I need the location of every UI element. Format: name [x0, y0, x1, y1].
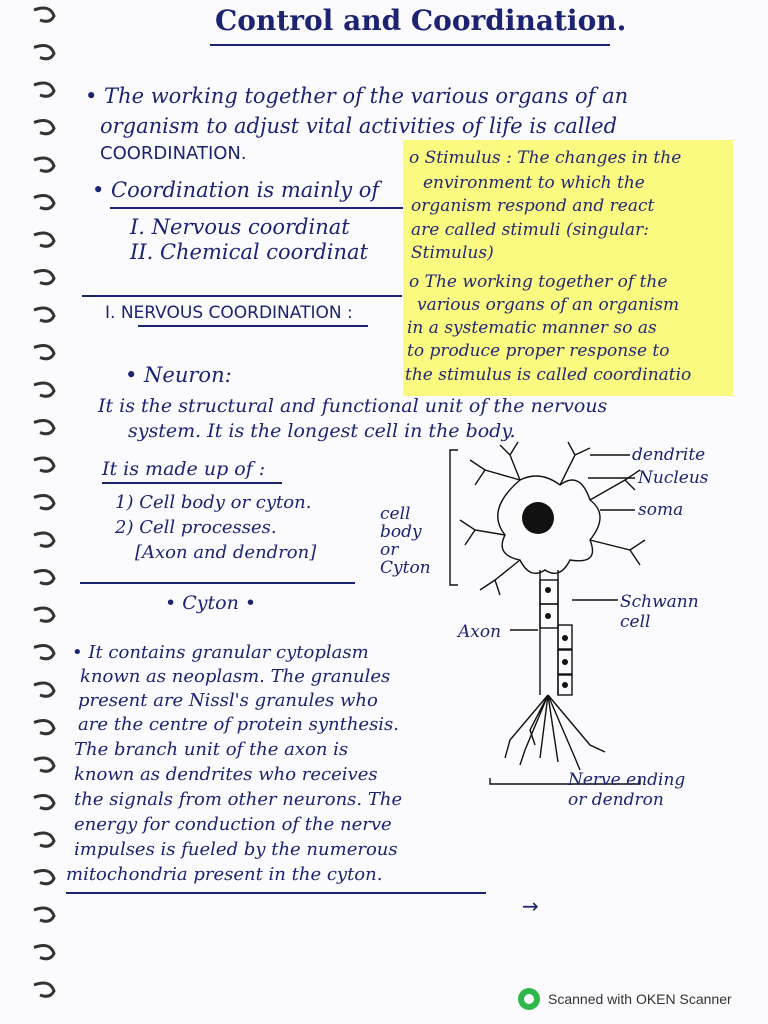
- cyton-line-2: known as neoplasm. The granules: [80, 666, 391, 687]
- stimulus-line-5: Stimulus): [411, 243, 494, 263]
- nerve-endings: [505, 695, 605, 770]
- coordination-types-heading: • Coordination is mainly of: [92, 178, 380, 202]
- nucleus: [522, 502, 554, 534]
- coordination-line-5: the stimulus is called coordinatio: [405, 365, 692, 385]
- spiral-ring: [34, 983, 54, 996]
- cyton-heading: • Cyton •: [165, 592, 257, 614]
- spiral-ring: [34, 758, 54, 771]
- spiral-binding: [0, 0, 70, 1000]
- cyton-divider: [80, 582, 355, 584]
- stimulus-line-2: environment to which the: [423, 173, 645, 193]
- coordination-type-2: II. Chemical coordinat: [130, 240, 368, 264]
- nervous-underline: [138, 325, 368, 327]
- spiral-ring: [34, 421, 54, 434]
- label-dendrite: dendrite: [632, 445, 706, 465]
- heading-underline: [110, 207, 405, 209]
- spiral-ring: [34, 271, 54, 284]
- cyton-line-4: are the centre of protein synthesis.: [78, 714, 400, 735]
- intro-line-2: organism to adjust vital activities of life is called: [100, 114, 618, 138]
- cyton-line-8: energy for conduction of the nerve: [74, 814, 392, 835]
- intro-line-3: COORDINATION.: [100, 143, 247, 164]
- node: [562, 659, 568, 665]
- spiral-ring: [34, 683, 54, 696]
- coordination-line-1: o The working together of the: [409, 272, 668, 292]
- cyton-line-10: mitochondria present in the cyton.: [66, 864, 383, 885]
- cyton-line-5: The branch unit of the axon is: [74, 739, 349, 760]
- stimulus-line-1: o Stimulus : The changes in the: [409, 148, 682, 168]
- node: [545, 613, 551, 619]
- section-divider: [82, 295, 402, 297]
- spiral-ring: [34, 721, 54, 734]
- spiral-ring: [34, 83, 54, 96]
- label-schwann-cell: Schwann cell: [620, 592, 699, 632]
- stimulus-line-3: organism respond and react: [411, 196, 655, 216]
- spiral-ring: [34, 608, 54, 621]
- spiral-ring: [34, 871, 54, 884]
- scanner-footer-text: Scanned with OKEN Scanner: [548, 991, 732, 1007]
- scanner-logo-icon: [518, 988, 540, 1010]
- spiral-ring: [34, 496, 54, 509]
- stimulus-line-4: are called stimuli (singular:: [411, 220, 649, 240]
- neuron-def-line-1: It is the structural and functional unit of the nervous: [98, 395, 608, 417]
- spiral-ring: [34, 8, 54, 21]
- cyton-line-9: impulses is fueled by the numerous: [74, 839, 398, 860]
- label-leaders: [510, 455, 635, 630]
- cyton-bottom-rule: [66, 892, 486, 894]
- spiral-ring: [34, 233, 54, 246]
- spiral-ring: [34, 646, 54, 659]
- spiral-ring: [34, 196, 54, 209]
- spiral-ring: [34, 796, 54, 809]
- title-underline: [210, 44, 610, 46]
- coordination-line-4: to produce proper response to: [407, 341, 670, 361]
- part-1: 1) Cell body or cyton.: [115, 492, 312, 513]
- coordination-line-2: various organs of an organism: [417, 295, 680, 315]
- spiral-ring: [34, 533, 54, 546]
- sticky-note: [403, 140, 733, 396]
- cell-body-bracket: [450, 450, 458, 585]
- spiral-ring: [34, 383, 54, 396]
- spiral-ring: [34, 908, 54, 921]
- spiral-ring: [34, 308, 54, 321]
- made-up-heading: It is made up of :: [102, 458, 266, 480]
- coordination-type-1: I. Nervous coordinat: [130, 215, 350, 239]
- cyton-line-6: known as dendrites who receives: [74, 764, 378, 785]
- spiral-ring: [34, 571, 54, 584]
- node: [562, 635, 568, 641]
- node: [545, 587, 551, 593]
- neuron-def-line-2: system. It is the longest cell in the body.: [128, 420, 516, 442]
- spiral-ring: [34, 458, 54, 471]
- part-2: 2) Cell processes.: [115, 517, 277, 538]
- cyton-line-7: the signals from other neurons. The: [74, 789, 403, 810]
- spiral-ring: [34, 121, 54, 134]
- node: [562, 682, 568, 688]
- label-nerve-ending: Nerve ending or dendron: [568, 770, 686, 810]
- part-3: [Axon and dendron]: [135, 542, 317, 563]
- nervous-heading: I. NERVOUS COORDINATION :: [105, 303, 353, 323]
- label-soma: soma: [638, 500, 684, 520]
- intro-line-1: • The working together of the various organs of an: [85, 84, 629, 108]
- coordination-line-3: in a systematic manner so as: [407, 318, 657, 338]
- spiral-ring: [34, 946, 54, 959]
- label-nucleus: Nucleus: [638, 468, 709, 488]
- spiral-ring: [34, 46, 54, 59]
- label-axon: Axon: [458, 622, 502, 642]
- scanner-footer: [518, 988, 732, 1010]
- spiral-ring: [34, 158, 54, 171]
- made-up-underline: [102, 482, 282, 484]
- next-page-arrow: →: [522, 894, 539, 918]
- cyton-line-1: • It contains granular cytoplasm: [72, 642, 369, 663]
- spiral-ring: [34, 833, 54, 846]
- page-title: Control and Coordination.: [215, 4, 627, 37]
- cyton-line-3: present are Nissl's granules who: [78, 690, 378, 711]
- neuron-heading: • Neuron:: [125, 363, 232, 387]
- label-cell-body: cell body or Cyton: [380, 504, 431, 578]
- spiral-ring: [34, 346, 54, 359]
